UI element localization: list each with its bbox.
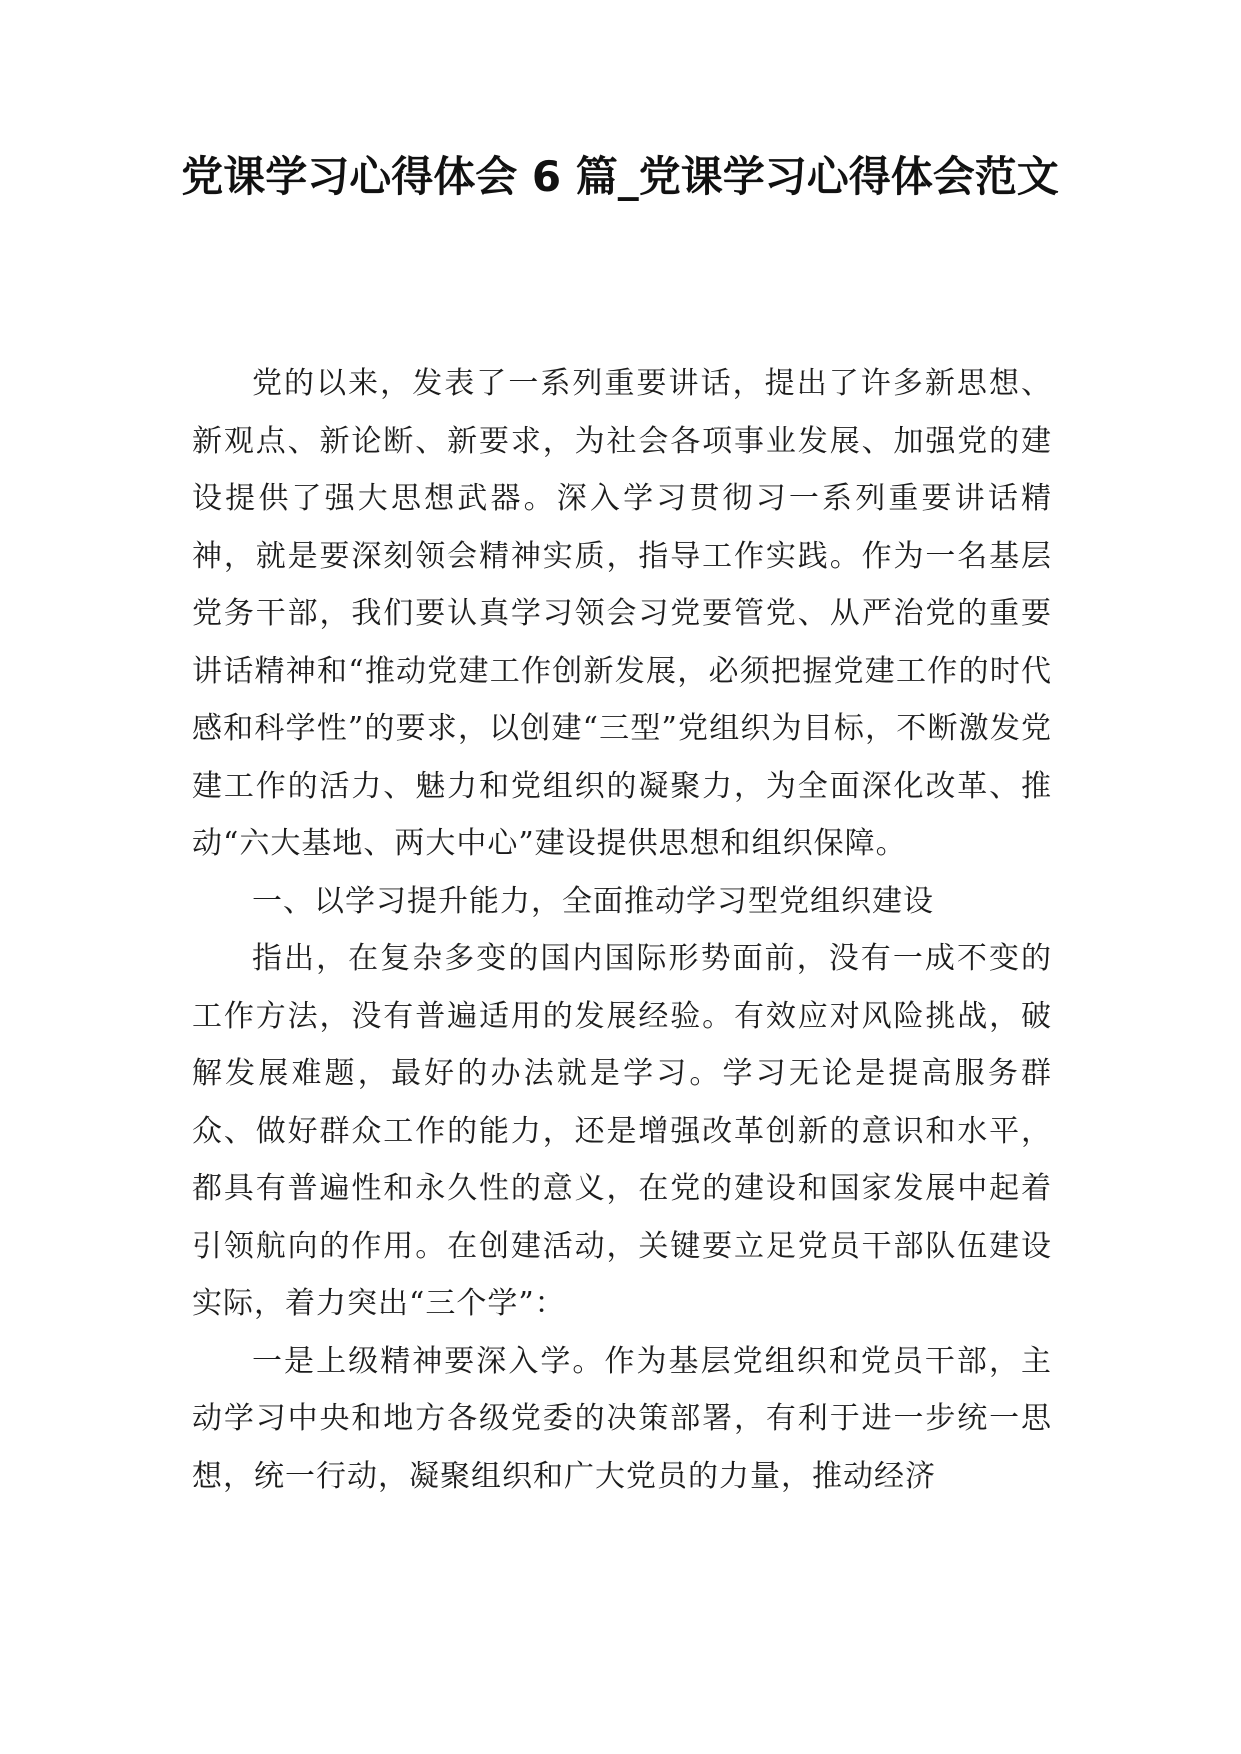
paragraph-intro: 党的以来，发表了一系列重要讲话，提出了许多新思想、新观点、新论断、新要求，为社会各项事业发展、加强党的建设提供了强大思想武器。深入学习贯彻习一系列重要讲话精神，就是要深刻领会精神实质，指导工作实践。作为一名基层党务干部，我们要认真学习领会习党要管党、从严治党的重要讲话精神和“推动党建工作创新发展，必须把握党建工作的时代感和科学性”的要求，以创建“三型”党组织为目标，不断激发党建工作的活力、魅力和党组织的凝聚力，为全面深化改革、推动“六大基地、两大中心”建设提供思想和组织保障。: [192, 366, 1052, 861]
section-heading-1: 一、以学习提升能力，全面推动学习型党组织建设: [252, 883, 934, 919]
paragraph-learning: 指出，在复杂多变的国内国际形势面前，没有一成不变的工作方法，没有普遍适用的发展经验。有效应对风险挑战，破解发展难题，最好的办法就是学习。学习无论是提高服务群众、做好群众工作的能力，还是增强改革创新的意识和水平，都具有普遍性和永久性的意义，在党的建设和国家发展中起着引领航向的作用。在创建活动，关键要立足党员干部队伍建设实际，着力突出“三个学”：: [192, 941, 1052, 1321]
paragraph-point-1: 一是上级精神要深入学。作为基层党组织和党员干部，主动学习中央和地方各级党委的决策部署，有利于进一步统一思想，统一行动，凝聚组织和广大党员的力量，推动经济: [192, 1343, 1052, 1494]
document-body: [192, 355, 1052, 1505]
document-title: 党课学习心得体会 6 篇_党课学习心得体会范文: [181, 152, 1059, 201]
